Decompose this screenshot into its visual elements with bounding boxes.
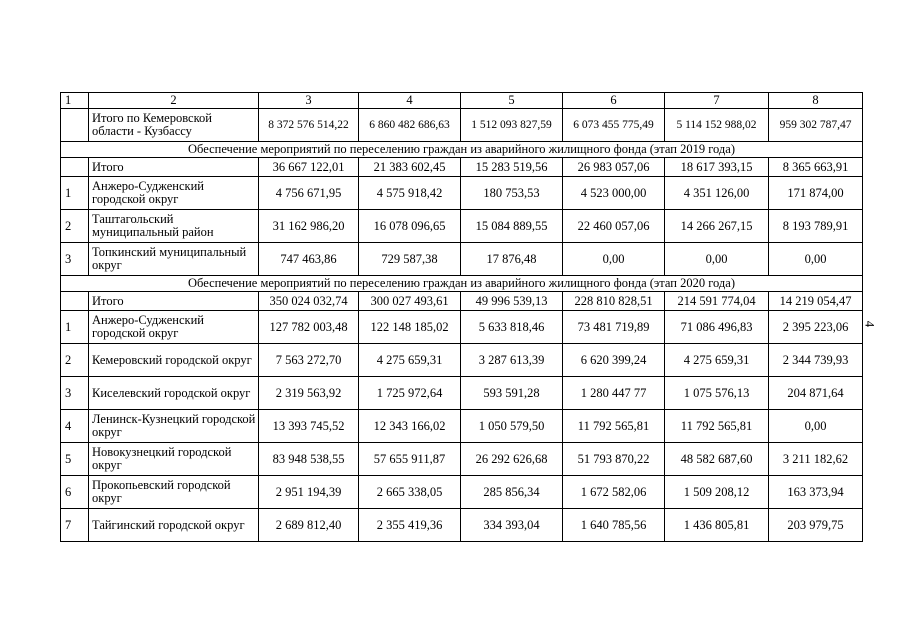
value-cell: 204 871,64 — [769, 377, 863, 410]
row-name-cell: Итого — [89, 292, 259, 311]
value-cell: 14 219 054,47 — [769, 292, 863, 311]
value-cell: 0,00 — [563, 243, 665, 276]
value-cell: 4 523 000,00 — [563, 177, 665, 210]
value-cell: 17 876,48 — [461, 243, 563, 276]
row-number-cell: 5 — [61, 443, 89, 476]
column-number-cell: 4 — [359, 93, 461, 109]
column-number-cell: 1 — [61, 93, 89, 109]
value-cell: 1 509 208,12 — [665, 476, 769, 509]
municipality-name-cell: Таштагольский муниципальный район — [89, 210, 259, 243]
value-cell: 5 633 818,46 — [461, 311, 563, 344]
row-number-cell — [61, 292, 89, 311]
value-cell: 16 078 096,65 — [359, 210, 461, 243]
row-number-cell: 6 — [61, 476, 89, 509]
value-cell: 228 810 828,51 — [563, 292, 665, 311]
value-cell: 57 655 911,87 — [359, 443, 461, 476]
value-cell: 8 372 576 514,22 — [259, 109, 359, 142]
section-title: Обеспечение мероприятий по переселению граждан из аварийного жилищного фонда (этап 2019 года) — [61, 142, 863, 158]
value-cell: 163 373,94 — [769, 476, 863, 509]
row-number-cell: 7 — [61, 509, 89, 542]
row-number-cell: 2 — [61, 210, 89, 243]
value-cell: 1 075 576,13 — [665, 377, 769, 410]
value-cell: 3 211 182,62 — [769, 443, 863, 476]
value-cell: 2 355 419,36 — [359, 509, 461, 542]
value-cell: 203 979,75 — [769, 509, 863, 542]
section-title-row — [61, 276, 863, 292]
value-cell: 2 395 223,06 — [769, 311, 863, 344]
municipality-name-cell: Киселевский городской округ — [89, 377, 259, 410]
table-row — [61, 410, 863, 443]
value-cell: 0,00 — [665, 243, 769, 276]
row-number-cell: 3 — [61, 243, 89, 276]
table-row — [61, 476, 863, 509]
value-cell: 959 302 787,47 — [769, 109, 863, 142]
value-cell: 1 672 582,06 — [563, 476, 665, 509]
row-number-cell — [61, 109, 89, 142]
value-cell: 2 319 563,92 — [259, 377, 359, 410]
value-cell: 350 024 032,74 — [259, 292, 359, 311]
value-cell: 11 792 565,81 — [665, 410, 769, 443]
value-cell: 4 575 918,42 — [359, 177, 461, 210]
row-number-cell: 2 — [61, 344, 89, 377]
row-number-cell: 4 — [61, 410, 89, 443]
column-number-cell: 6 — [563, 93, 665, 109]
municipality-name-cell: Тайгинский городской округ — [89, 509, 259, 542]
row-number-cell: 3 — [61, 377, 89, 410]
municipality-name-cell: Топкинский муниципальный округ — [89, 243, 259, 276]
value-cell: 729 587,38 — [359, 243, 461, 276]
section-title-row — [61, 142, 863, 158]
value-cell: 6 860 482 686,63 — [359, 109, 461, 142]
value-cell: 0,00 — [769, 410, 863, 443]
value-cell: 300 027 493,61 — [359, 292, 461, 311]
value-cell: 171 874,00 — [769, 177, 863, 210]
table-row — [61, 243, 863, 276]
municipality-name-cell: Новокузнецкий городской округ — [89, 443, 259, 476]
row-number-cell: 1 — [61, 311, 89, 344]
value-cell: 1 436 805,81 — [665, 509, 769, 542]
column-number-cell: 5 — [461, 93, 563, 109]
row-name-cell: Итого — [89, 158, 259, 177]
value-cell: 747 463,86 — [259, 243, 359, 276]
table-row — [61, 210, 863, 243]
value-cell: 1 280 447 77 — [563, 377, 665, 410]
value-cell: 1 050 579,50 — [461, 410, 563, 443]
value-cell: 5 114 152 988,02 — [665, 109, 769, 142]
value-cell: 21 383 602,45 — [359, 158, 461, 177]
column-number-cell: 3 — [259, 93, 359, 109]
table-row — [61, 443, 863, 476]
value-cell: 22 460 057,06 — [563, 210, 665, 243]
value-cell: 334 393,04 — [461, 509, 563, 542]
section-total-row — [61, 292, 863, 311]
value-cell: 36 667 122,01 — [259, 158, 359, 177]
value-cell: 593 591,28 — [461, 377, 563, 410]
table-row — [61, 377, 863, 410]
value-cell: 285 856,34 — [461, 476, 563, 509]
value-cell: 2 951 194,39 — [259, 476, 359, 509]
value-cell: 1 725 972,64 — [359, 377, 461, 410]
municipality-name-cell: Анжеро-Судженский городской округ — [89, 177, 259, 210]
section-title: Обеспечение мероприятий по переселению граждан из аварийного жилищного фонда (этап 2020 года) — [61, 276, 863, 292]
section-total-row — [61, 158, 863, 177]
value-cell: 4 756 671,95 — [259, 177, 359, 210]
municipality-name-cell: Кемеровский городской округ — [89, 344, 259, 377]
row-number-cell — [61, 158, 89, 177]
column-number-cell: 7 — [665, 93, 769, 109]
value-cell: 1 640 785,56 — [563, 509, 665, 542]
value-cell: 31 162 986,20 — [259, 210, 359, 243]
value-cell: 15 283 519,56 — [461, 158, 563, 177]
value-cell: 2 689 812,40 — [259, 509, 359, 542]
value-cell: 26 292 626,68 — [461, 443, 563, 476]
value-cell: 0,00 — [769, 243, 863, 276]
value-cell: 122 148 185,02 — [359, 311, 461, 344]
value-cell: 214 591 774,04 — [665, 292, 769, 311]
value-cell: 26 983 057,06 — [563, 158, 665, 177]
table-row — [61, 311, 863, 344]
value-cell: 15 084 889,55 — [461, 210, 563, 243]
row-number-cell: 1 — [61, 177, 89, 210]
value-cell: 8 365 663,91 — [769, 158, 863, 177]
page-number: 4 — [862, 320, 878, 328]
value-cell: 4 275 659,31 — [665, 344, 769, 377]
value-cell: 8 193 789,91 — [769, 210, 863, 243]
value-cell: 11 792 565,81 — [563, 410, 665, 443]
value-cell: 13 393 745,52 — [259, 410, 359, 443]
table-row — [61, 177, 863, 210]
column-number-row — [61, 93, 863, 109]
table-row — [61, 344, 863, 377]
column-number-cell: 2 — [89, 93, 259, 109]
value-cell: 18 617 393,15 — [665, 158, 769, 177]
table-row — [61, 509, 863, 542]
value-cell: 2 344 739,93 — [769, 344, 863, 377]
value-cell: 180 753,53 — [461, 177, 563, 210]
value-cell: 71 086 496,83 — [665, 311, 769, 344]
value-cell: 51 793 870,22 — [563, 443, 665, 476]
value-cell: 14 266 267,15 — [665, 210, 769, 243]
value-cell: 7 563 272,70 — [259, 344, 359, 377]
value-cell: 1 512 093 827,59 — [461, 109, 563, 142]
value-cell: 127 782 003,48 — [259, 311, 359, 344]
column-number-cell: 8 — [769, 93, 863, 109]
municipality-name-cell: Прокопьевский городской округ — [89, 476, 259, 509]
value-cell: 6 620 399,24 — [563, 344, 665, 377]
value-cell: 4 351 126,00 — [665, 177, 769, 210]
municipality-name-cell: Анжеро-Судженский городской округ — [89, 311, 259, 344]
value-cell: 4 275 659,31 — [359, 344, 461, 377]
value-cell: 3 287 613,39 — [461, 344, 563, 377]
value-cell: 83 948 538,55 — [259, 443, 359, 476]
region-total-row — [61, 109, 863, 142]
value-cell: 48 582 687,60 — [665, 443, 769, 476]
value-cell: 6 073 455 775,49 — [563, 109, 665, 142]
value-cell: 12 343 166,02 — [359, 410, 461, 443]
value-cell: 49 996 539,13 — [461, 292, 563, 311]
row-name-cell: Итого по Кемеровской области - Кузбассу — [89, 109, 259, 142]
municipality-name-cell: Ленинск-Кузнецкий городской округ — [89, 410, 259, 443]
value-cell: 73 481 719,89 — [563, 311, 665, 344]
budget-table — [60, 92, 863, 542]
value-cell: 2 665 338,05 — [359, 476, 461, 509]
